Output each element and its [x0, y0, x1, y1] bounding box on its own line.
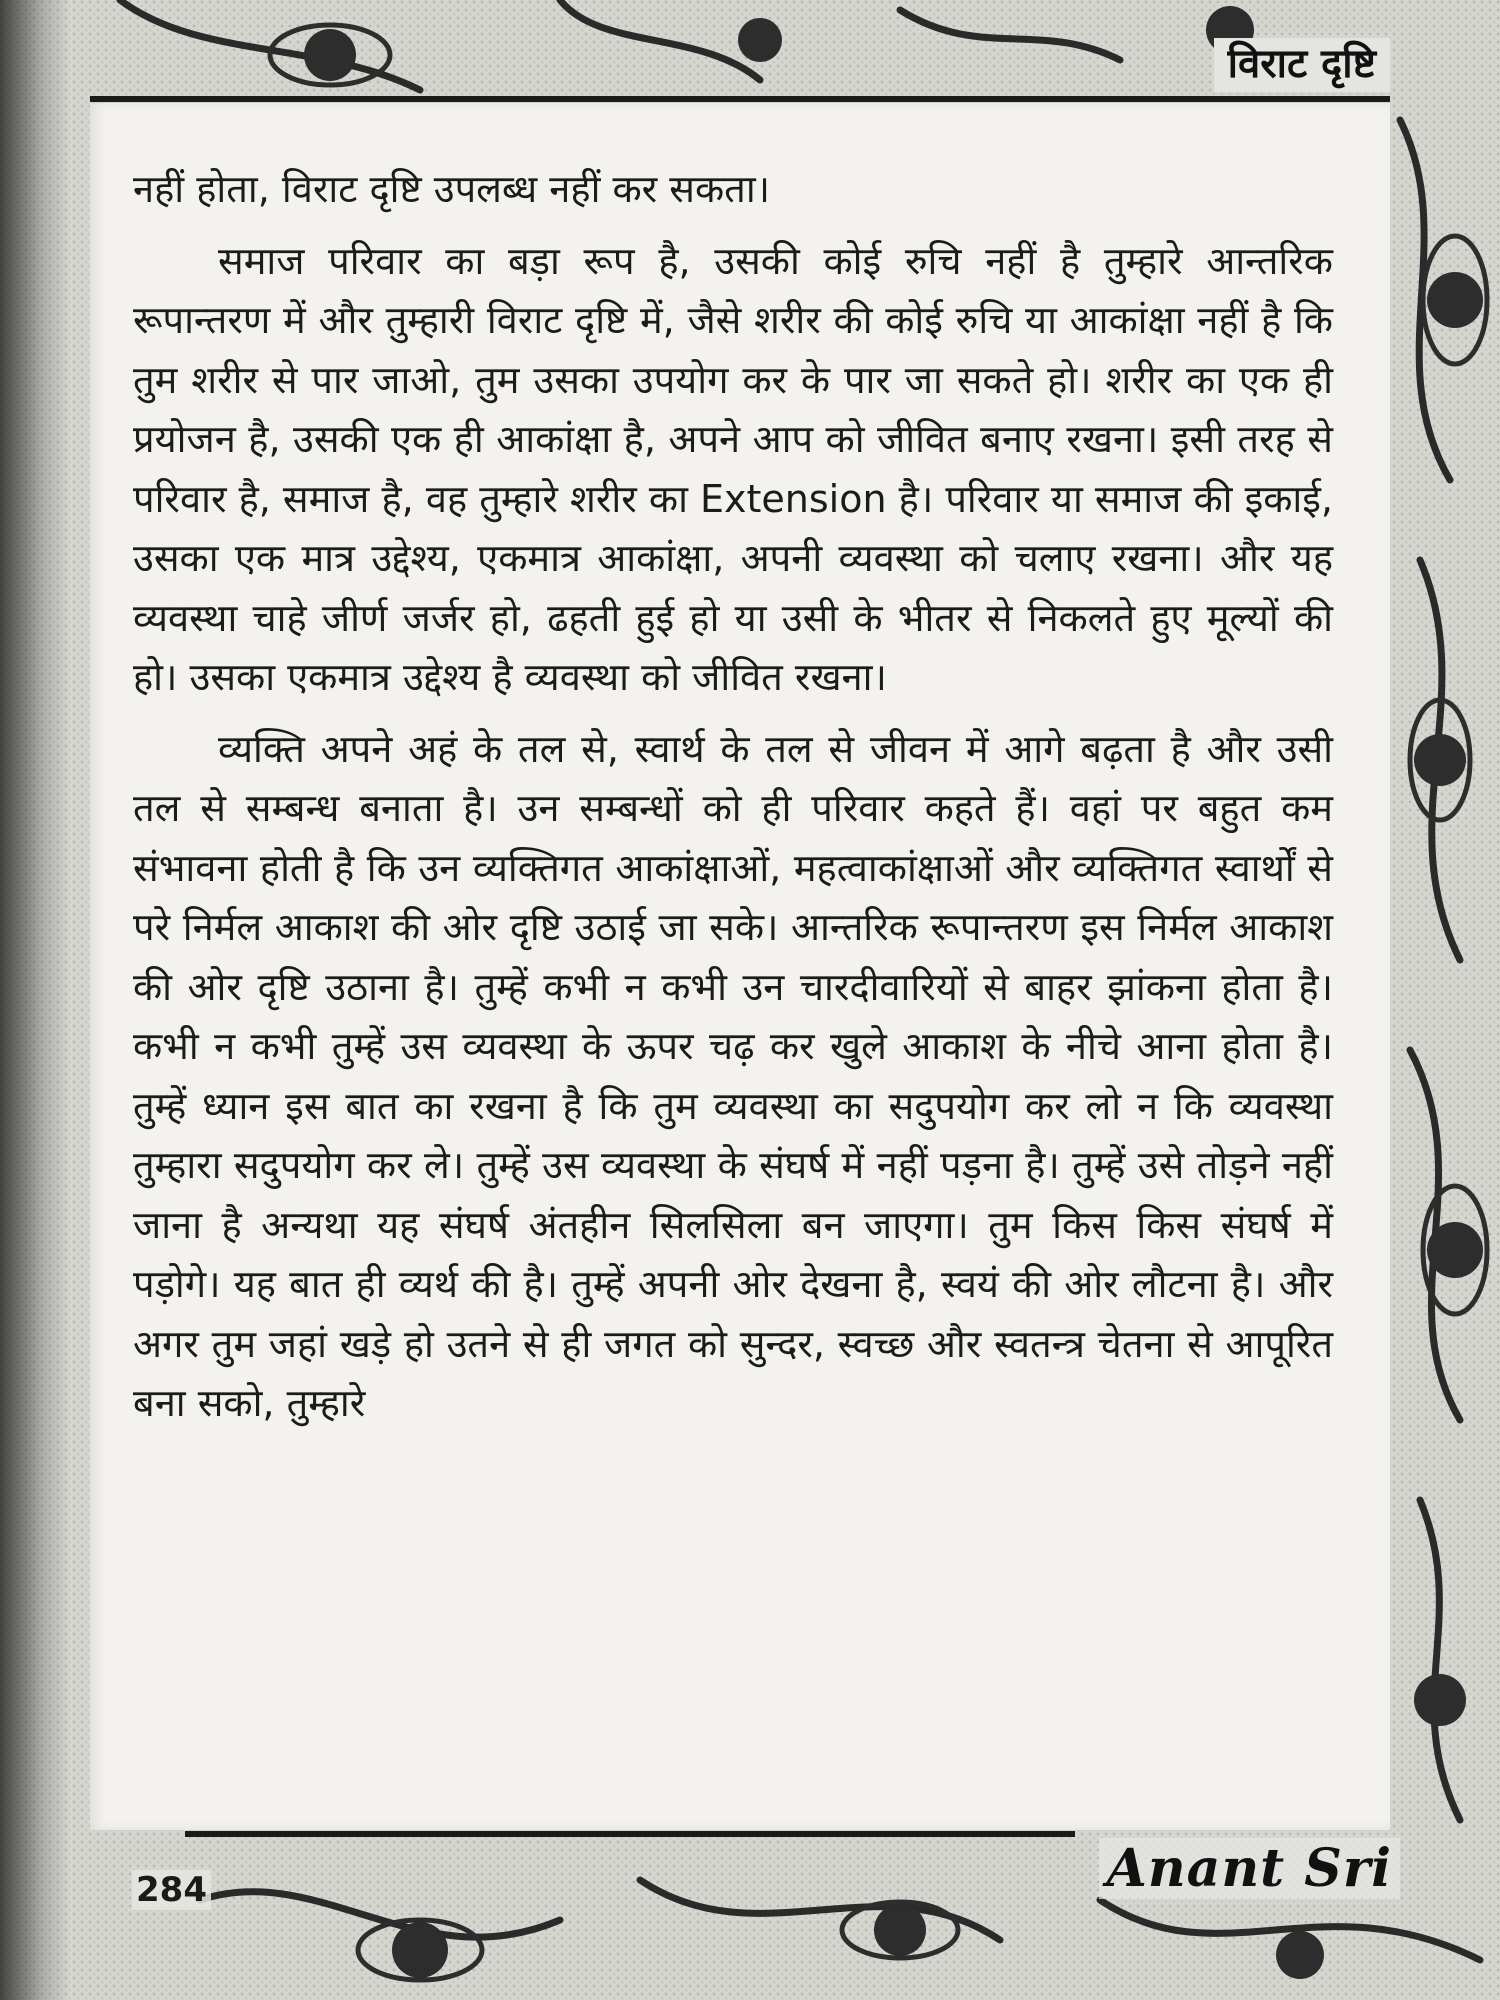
header-rule	[90, 96, 1390, 102]
paragraph: समाज परिवार का बड़ा रूप है, उसकी कोई रुचि नहीं है तुम्हारे आन्तरिक रूपान्तरण में और तुम्हारी विराट दृष्टि में, जैसे शरीर की कोई रुचि या आकांक्षा नहीं है कि तुम शरीर से पार जाओ, तुम उसका उपयोग कर के पार जा सकते हो। शरीर का एक ही प्रयोजन है, उसकी एक ही आकांक्षा है, अपने आप को जीवित बनाए रखना। इसी तरह से परिवार है, समाज है, वह तुम्हारे शरीर का Extension है। परिवार या समाज की इकाई, उसका एक मात्र उद्देश्य, एकमात्र आकांक्षा, अपनी व्यवस्था को चलाए रखना। और यह व्यवस्था चाहे जीर्ण जर्जर हो, ढहती हुई हो या उसी के भीतर से निकलते हुए मूल्यों की हो। उसका एकमात्र उद्देश्य है व्यवस्था को जीवित रखना।	[133, 238, 1333, 699]
page-number: 284	[132, 1870, 211, 1910]
page-binding-shadow	[0, 0, 70, 2000]
paragraph: व्यक्ति अपने अहं के तल से, स्वार्थ के तल से जीवन में आगे बढ़ता है और उसी तल से सम्बन्ध बनाता है। उन सम्बन्धों को ही परिवार कहते हैं। वहां पर बहुत कम संभावना होती है कि उन व्यक्तिगत आकांक्षाओं, महत्वाकांक्षाओं और व्यक्तिगत स्वार्थों से परे निर्मल आकाश की ओर दृष्टि उठाई जा सके। आन्तरिक रूपान्तरण इस निर्मल आकाश की ओर दृष्टि उठाना है। तुम्हें कभी न कभी उन चारदीवारियों से बाहर झांकना होता है। कभी न कभी तुम्हें उस व्यवस्था के ऊपर चढ़ कर खुले आकाश के नीचे आना होता है। तुम्हें ध्यान इस बात का रखना है कि तुम व्यवस्था का सदुपयोग कर लो न कि व्यवस्था तुम्हारा सदुपयोग कर ले। तुम्हें उस व्यवस्था के संघर्ष में नहीं पड़ना है। तुम्हें उसे तोड़ने नहीं जाना है अन्यथा यह संघर्ष अंतहीन सिलसिला बन जाएगा। तुम किस किस संघर्ष में पड़ोगे। यह बात ही व्यर्थ की है। तुम्हें अपनी ओर देखना है, स्वयं की ओर लौटना है। और अगर तुम जहां खड़े हो उतने से ही जगत को सुन्दर, स्वच्छ और स्वतन्त्र चेतना से आपूरित बना सको, तुम्हारे	[133, 726, 1333, 1425]
author-signature: Anant Sri	[1099, 1838, 1400, 1899]
footer-rule	[185, 1831, 1075, 1837]
body-text	[133, 160, 1333, 1446]
paragraph: नहीं होता, विराट दृष्टि उपलब्ध नहीं कर सकता।	[133, 167, 771, 211]
running-header-title: विराट दृष्टि	[1214, 38, 1390, 92]
